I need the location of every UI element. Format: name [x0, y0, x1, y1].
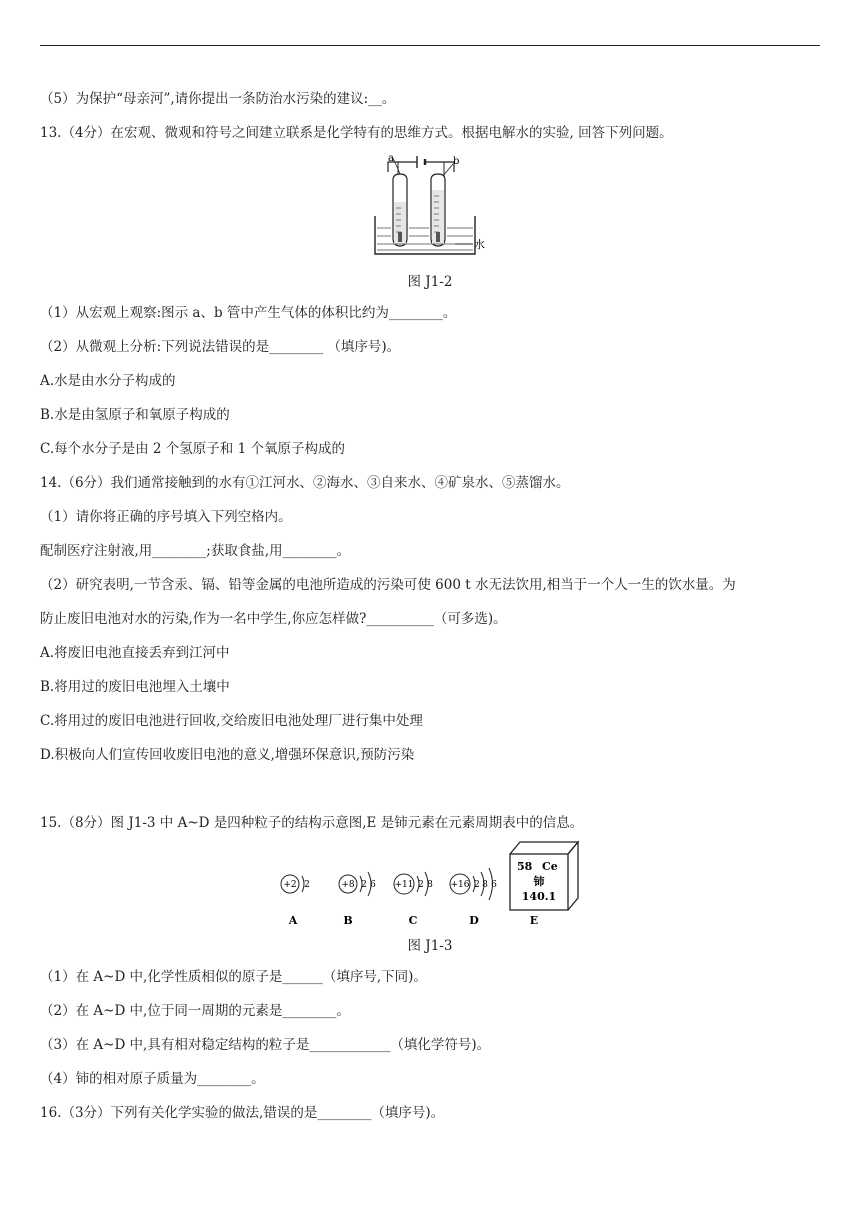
particle-d-shell-3: 6: [491, 880, 497, 890]
question-13-part-2: （2）从微观上分析:下列说法错误的是________ （填序号)。: [40, 339, 401, 355]
question-16: 16.（3分）下列有关化学实验的做法,错误的是________（填序号)。: [40, 1105, 445, 1121]
particle-d-shell-1: 2: [474, 880, 480, 890]
question-13-option-c: C.每个水分子是由 2 个氢原子和 1 个氧原子构成的: [40, 441, 345, 457]
element-number: 58: [517, 860, 533, 873]
particle-c-shell-1: 2: [418, 880, 424, 890]
question-15-part-1: （1）在 A~D 中,化学性质相似的原子是______（填序号,下同)。: [40, 969, 427, 985]
particle-a-label: A: [288, 914, 298, 927]
question-13-option-a: A.水是由水分子构成的: [40, 373, 176, 389]
question-15: 15.（8分）图 J1-3 中 A~D 是四种粒子的结构示意图,E 是铈元素在元素周期表中的信息。: [40, 815, 584, 831]
question-14: 14.（6分）我们通常接触到的水有①江河水、②海水、③自来水、④矿泉水、⑤蒸馏水。: [40, 475, 570, 491]
particle-c-label: C: [408, 914, 418, 927]
element-symbol: Ce: [542, 860, 558, 873]
element-e-label: E: [529, 914, 539, 927]
figure-caption-j1-2: 图 J1-2: [407, 274, 453, 290]
element-name: 铈: [533, 875, 545, 888]
particle-c-shell-2: 8: [427, 880, 433, 890]
label-b: b: [453, 156, 460, 167]
question-14-option-d: D.积极向人们宣传回收废旧电池的意义,增强环保意识,预防污染: [40, 747, 415, 763]
question-15-part-4: （4）铈的相对原子质量为________。: [40, 1071, 265, 1087]
question-13: 13.（4分）在宏观、微观和符号之间建立联系是化学特有的思维方式。根据电解水的实验, 回答下列问题。: [40, 125, 673, 141]
question-14-option-a: A.将废旧电池直接丢弃到江河中: [40, 645, 230, 661]
particle-a-nucleus: +2: [283, 880, 297, 890]
particle-structure-figure: [270, 838, 590, 930]
question-14-part-2-line-2: 防止废旧电池对水的污染,作为一名中学生,你应怎样做?__________（可多选)。: [40, 611, 507, 627]
question-13-part-1: （1）从宏观上观察:图示 a、b 管中产生气体的体积比约为________。: [40, 305, 457, 321]
question-14-option-b: B.将用过的废旧电池埋入土壤中: [40, 679, 230, 695]
question-12-part-5: （5）为保护“母亲河”,请你提出一条防治水污染的建议:__。: [40, 91, 396, 107]
element-mass: 140.1: [521, 890, 557, 903]
particle-b-shell-1: 2: [361, 880, 367, 890]
figure-caption-j1-3: 图 J1-3: [407, 938, 453, 954]
particle-c-nucleus: +11: [394, 880, 414, 890]
question-14-part-2-line-1: （2）研究表明,一节含汞、镉、铅等金属的电池所造成的污染可使 600 t 水无法饮用,相当于一个人一生的饮水量。为: [40, 577, 736, 593]
particle-b-label: B: [343, 914, 353, 927]
particle-b-nucleus: +8: [341, 880, 355, 890]
question-14-option-c: C.将用过的废旧电池进行回收,交给废旧电池处理厂进行集中处理: [40, 713, 423, 729]
electrolysis-figure: [355, 150, 505, 262]
particle-d-nucleus: +16: [450, 880, 470, 890]
question-15-part-3: （3）在 A~D 中,具有相对稳定结构的粒子是____________（填化学符号)。: [40, 1037, 491, 1053]
particle-d-shell-2: 8: [482, 880, 488, 890]
question-14-part-1: （1）请你将正确的序号填入下列空格内。: [40, 509, 292, 525]
question-13-option-b: B.水是由氢原子和氧原子构成的: [40, 407, 230, 423]
header-rule: [40, 45, 820, 46]
particle-b-shell-2: 6: [370, 880, 376, 890]
label-a: a: [388, 153, 394, 164]
question-14-part-1-blanks: 配制医疗注射液,用________;获取食盐,用________。: [40, 543, 351, 559]
label-water: 水: [474, 238, 485, 251]
question-15-part-2: （2）在 A~D 中,位于同一周期的元素是________。: [40, 1003, 350, 1019]
particle-a-shell-1: 2: [304, 880, 310, 890]
particle-d-label: D: [469, 914, 479, 927]
